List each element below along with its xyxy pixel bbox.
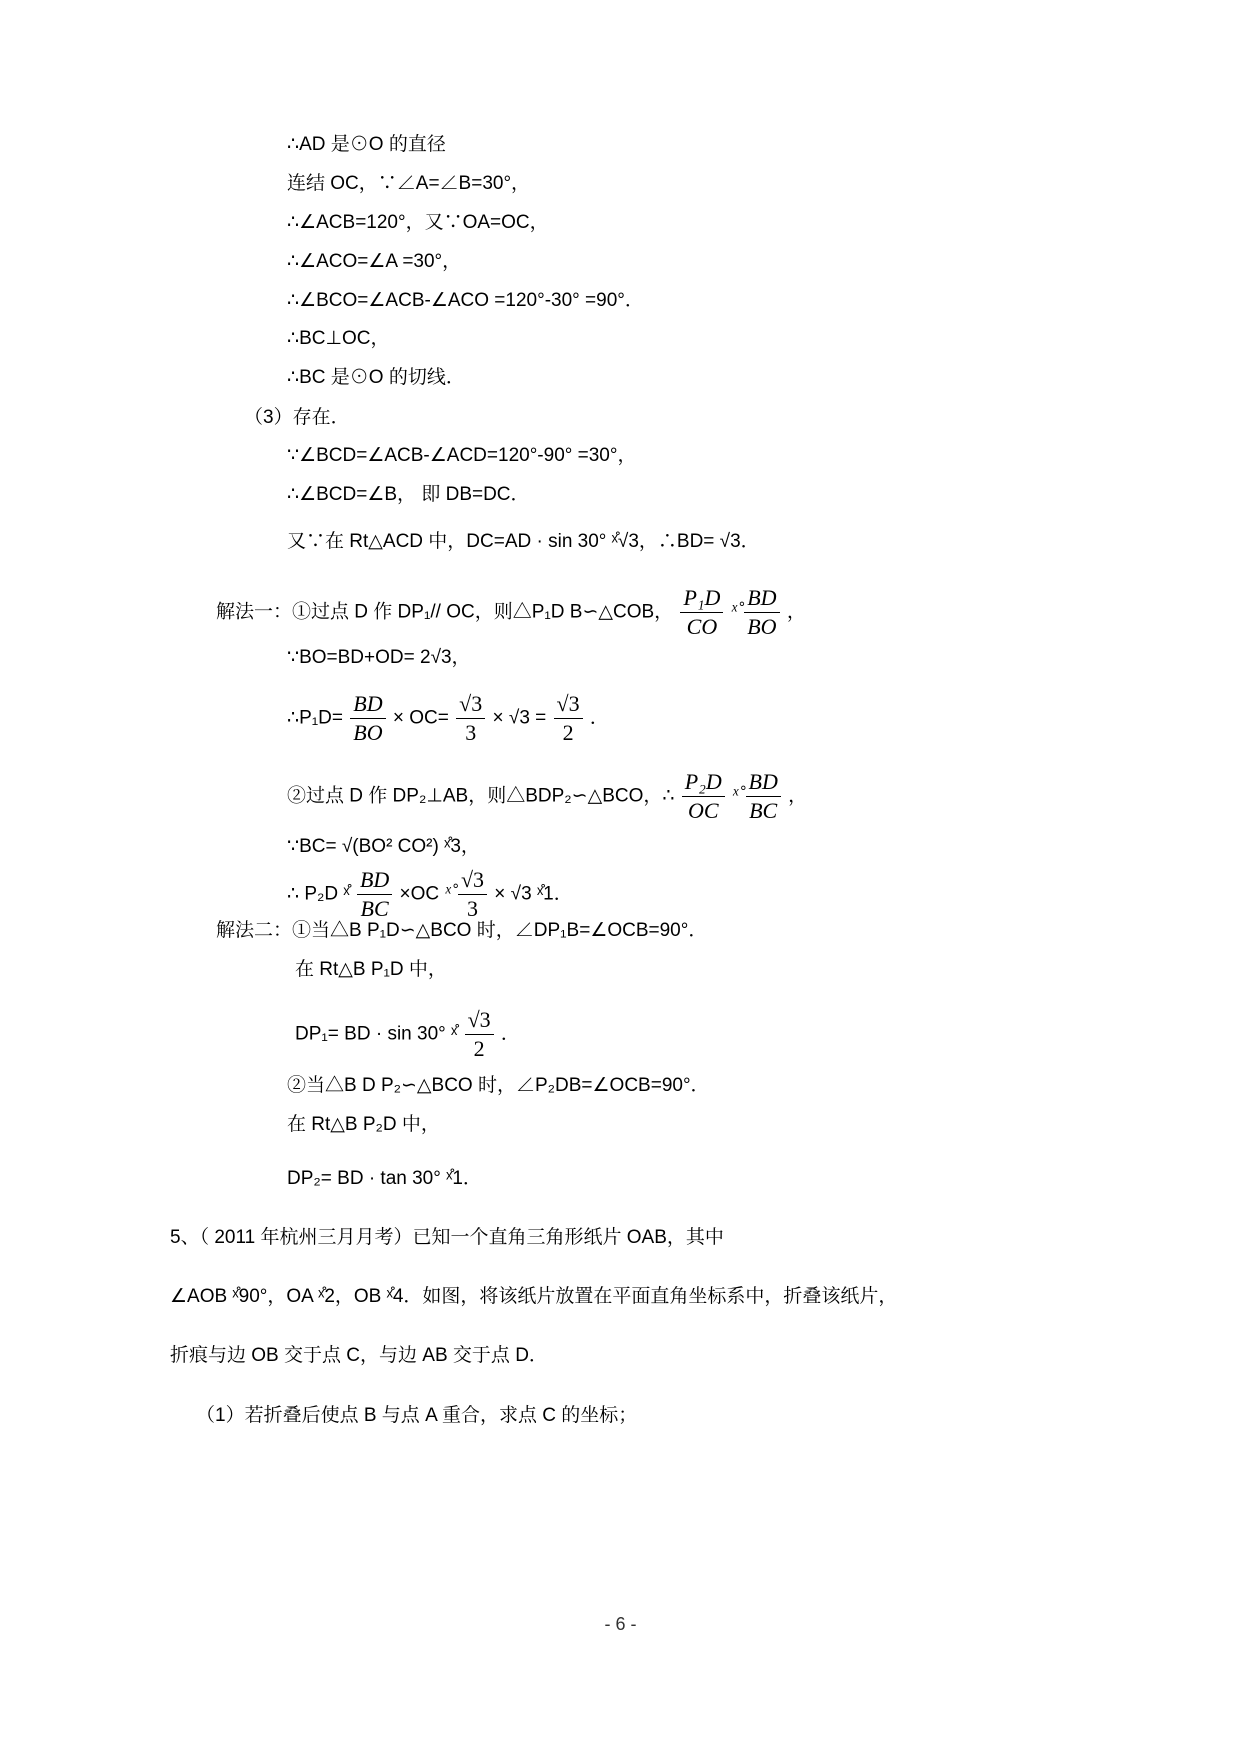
line-bc: ∵BC= √(BO² CO²) ˣ̊3， <box>287 836 480 857</box>
fraction-bd-bc-2: $\frac{BD}{BC}$ <box>357 866 392 923</box>
approx-sign: ˣ̊ <box>444 879 451 905</box>
approx-sign: ˣ̊ <box>732 781 739 807</box>
fraction-sqrt3-3-b: $\frac{√3}{3}$ <box>458 866 487 923</box>
fraction-bd-bo-2: $\frac{BD}{BO}$ <box>350 690 385 747</box>
p1d-label: ∴P₁D= <box>287 707 343 729</box>
p2d-label: ∴ P₂D ˣ̊ <box>287 883 350 905</box>
approx-sign: ˣ̊ <box>730 597 737 623</box>
times-sqrt3: × √3 = <box>492 707 547 729</box>
solution-1-line-1 <box>216 584 806 641</box>
p2d-equation <box>287 866 573 923</box>
fraction-sqrt3-2-b: $\frac{√3}{2}$ <box>465 1006 494 1063</box>
dp1-equation <box>295 1006 520 1063</box>
line-7: ∴BC 是⊙O 的切线． <box>287 367 465 388</box>
dp2-equation: DP₂= BD · tan 30° ˣ̊1． <box>287 1168 482 1189</box>
comma: ， <box>788 785 808 807</box>
p1d-equation <box>287 690 609 747</box>
solution-2-line-3: ②当△B D P₂∽△BCO 时，∠P₂DB=∠OCB=90°． <box>287 1075 710 1096</box>
line-9: ∵∠BCD=∠ACB-∠ACD=120°-90° =30°， <box>287 445 637 466</box>
fraction-p1d-co: $\frac{\text{P₁D}}{CO}$ <box>680 584 723 641</box>
problem-5-line-1: 5、（ 2011 年杭州三月月考）已知一个直角三角形纸片 OAB，其中 <box>170 1227 724 1248</box>
comma: ， <box>786 601 806 623</box>
line-4: ∴∠ACO=∠A =30°， <box>287 251 462 272</box>
fraction-p2d-oc: $\frac{\text{P₂D}}{OC}$ <box>682 768 725 825</box>
line-bo: ∵BO=BD+OD= 2√3， <box>287 647 471 668</box>
line-6: ∴BC⊥OC， <box>287 328 390 349</box>
period: ． <box>589 707 609 729</box>
solution-1-line-2 <box>287 768 807 825</box>
solution-2-line-2: 在 Rt△B P₁D 中， <box>295 959 447 980</box>
line-5: ∴∠BCO=∠ACB-∠ACO =120°-30° =90°． <box>287 290 644 311</box>
line-2: 连结 OC，∵∠A=∠B=30°， <box>287 173 531 194</box>
problem-5-line-2: ∠AOB ˣ̊90°，OA ˣ̊2，OB ˣ̊4．如图，将该纸片放置在平面直角坐标系中，折叠该纸片， <box>170 1286 898 1307</box>
times-oc-2: ×OC <box>399 883 440 905</box>
line-1: ∴AD 是⊙O 的直径 <box>287 134 446 155</box>
problem-5-line-4: （1）若折叠后使点 B 与点 A 重合，求点 C 的坐标； <box>196 1405 638 1426</box>
dp1-label: DP₁= BD · sin 30° ˣ̊ <box>295 1023 458 1045</box>
line-8: （3）存在． <box>244 407 350 428</box>
line-10: ∴∠BCD=∠B， 即 DB=DC． <box>287 484 530 505</box>
fraction-bd-bc: $\frac{BD}{BC}$ <box>746 768 781 825</box>
fraction-sqrt3-2: $\frac{√3}{2}$ <box>554 690 583 747</box>
solution-2-line-4: 在 Rt△B P₂D 中， <box>287 1114 440 1135</box>
times-sqrt3-eq1: × √3 ˣ̊1． <box>494 883 573 905</box>
solution-2-line-1: 解法二：①当△B P₁D∽△BCO 时，∠DP₁B=∠OCB=90°． <box>216 920 708 941</box>
method-2-text: ②过点 D 作 DP₂⊥AB，则△BDP₂∽△BCO，∴ <box>287 785 675 807</box>
problem-5-line-3: 折痕与边 OB 交于点 C，与边 AB 交于点 D． <box>170 1345 548 1366</box>
fraction-bd-bo: $\frac{BD}{BO}$ <box>744 584 779 641</box>
times-oc: × OC= <box>392 707 449 729</box>
fraction-sqrt3-3: $\frac{√3}{3}$ <box>456 690 485 747</box>
solution-1-text: 解法一：①过点 D 作 DP₁// OC，则△P₁D B∽△COB， <box>216 601 674 623</box>
period: ． <box>500 1023 520 1045</box>
page-number: - 6 - <box>604 1614 637 1634</box>
line-3: ∴∠ACB=120°，又∵OA=OC， <box>287 212 549 233</box>
line-11: 又∵在 Rt△ACD 中，DC=AD · sin 30° ˣ̊√3，∴BD= √3． <box>287 531 760 552</box>
